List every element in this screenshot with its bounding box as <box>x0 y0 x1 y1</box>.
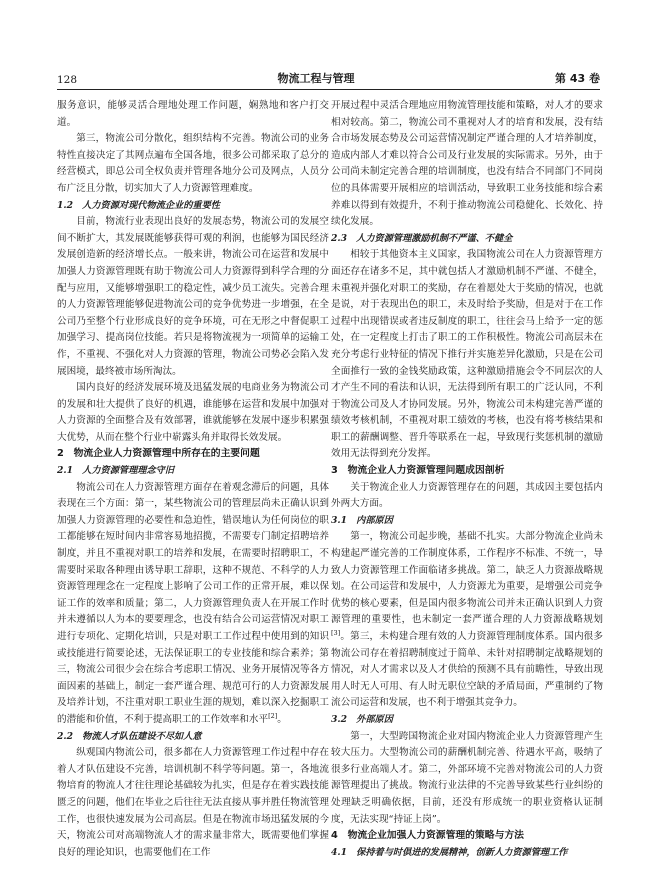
paragraph: 第一，大型跨国物流企业对国内物流企业人力资源管理产生较大压力。大型物流公司的薪酬机制完善、待遇水平高，吸纳了很多行业高端人才。第二，外部环境不完善对物流公司的人力资源管理提出了挑战。物流行业法律的不完善导致某些行业纠纷的处理缺乏明确依据，目前，还没有形成统一的职业资格认证制度，无法实现“持证上岗”。 <box>331 730 603 825</box>
subsection-heading-3-1: 3.1 内部原因 <box>331 514 393 526</box>
paragraph: 目前，物流行业表现出良好的发展态势，物流公司的发展空间不断扩大，其发展既能够获得可观的利润，也能够为国民经济发展创造新的经济增长点。一般来讲，物流公司在运营和发展中加强人力资源管理既有助于物流公司人力资源得到科学合理的分配与应用，又能够增强职工的稳定性，减少员工流失。完善合理的人力资源管理能够促进物流公司的竞争优势进一步增强，在全公司乃至整个行业形成良好的竞争环境，可在无形之中督促职工加强学习、提高岗位技能。若只是将物流视为一项简单的运输工作，不重视、不强化对人力资源的管理，物流公司势必会陷入发展困境，最终被市场所淘汰。 <box>57 216 329 377</box>
paragraph-text: 。第三，未构建合理有效的人力资源管理制度体系。国内很多物流公司存在着招聘制度过于简单、未针对招聘制定战略规划的情况，对人才需求以及人才供给的预测不具有前瞻性，导致出现用人时无人可用、有人时无职位空缺的矛盾局面，严重制约了物流公司运营和发展，也不利于增强其竞争力。 <box>331 631 603 709</box>
volume-label: 第 43 卷 <box>555 72 600 85</box>
paragraph: 开展过程中灵活合理地应用物流管理技能和策略，对人才的要求相对较高。第二，物流公司不重视对人才的培育和发展，没有结合市场发展态势及公司运营情况制定严谨合理的人才培养制度，造成内部人才难以符合公司及行业发展的实际需求。另外，由于公司尚未制定完善合理的培训制度，也没有结合不同部门不同岗位的具体需要开展相应的培训活动，导致职工业务技能和综合素养难以得到有效提升，不利于推动物流公司稳健化、长效化、持续化发展。 <box>331 100 603 228</box>
paragraph: 关于物流企业人力资源管理存在的问题，其成因主要包括内外两大方面。 <box>331 481 603 510</box>
subsection-heading-1-2: 1.2 人力资源对现代物流企业的重要性 <box>57 199 220 211</box>
header-rule <box>57 89 600 90</box>
section-heading-3: 3 物流企业人力资源管理问题成因剖析 <box>331 465 505 477</box>
page-header <box>57 68 600 89</box>
section-heading-2: 2 物流企业人力资源管理中所存在的主要问题 <box>57 448 260 460</box>
subsection-heading-4-1: 4.1 保持着与时俱进的发展精神，创新人力资源管理工作 <box>331 846 568 858</box>
subsection-heading-3-2: 3.2 外部原因 <box>331 713 393 725</box>
subsection-heading-2-2: 2.2 物流人才队伍建设不尽如人意 <box>57 730 202 742</box>
subsection-heading-2-1: 2.1 人力资源管理理念守旧 <box>57 465 175 477</box>
paragraph: 第三，物流公司分散化，组织结构不完善。物流公司的业务特性直接决定了其网点遍布全国各地，很多公司都采取了总分的经营模式，即总公司全权负责并管理各地分公司及网点，人员分布广泛且分散，切实加大了人力资源管理难度。 <box>57 133 329 194</box>
subsection-heading-2-3: 2.3 人力资源管理激励机制不严谨、不健全 <box>331 232 513 244</box>
right-column <box>331 98 603 888</box>
left-column <box>57 98 329 888</box>
paragraph: 相较于其他资本主义国家，我国物流公司在人力资源管理方面还存在诸多不足，其中就包括人才激励机制不严谨、不健全，未重视并强化对职工的奖励，存在着愿处大于奖励的情况，也就是说，对于表现出色的职工，未及时给予奖励，但是对于在工作过程中出现错误或者违反制度的职工，往往会马上给予一定的惩处，在一定程度上打击了职工的工作积极性。物流公司高层未在充分考虑行业特征的情况下推行并实施差异化激励，只是在公司全面推行一致的金钱奖励政策，这种激励措施会令不同层次的人才产生不同的看法和认识，无法得到所有职工的广泛认同，不利于物流公司及人才协同发展。另外，物流公司未构建完善严谨的绩效考核机制，不重视对职工绩效的考核，也没有将考核结果和职工的薪酬调整、晋升等联系在一起，导致现行奖惩机制的激励效用无法得到充分发挥。 <box>331 249 603 460</box>
citation: [3] <box>331 628 341 637</box>
paragraph: 服务意识，能够灵活合理地处理工作问题，娴熟地和客户打交道。 <box>57 100 329 128</box>
paragraph-text: 。 <box>277 713 287 725</box>
journal-title: 物流工程与管理 <box>277 72 355 85</box>
citation: [2] <box>268 711 278 720</box>
paragraph-text: 第一，物流公司起步晚，基础不扎实。大部分物流企业尚未构建起严谨完善的工作制度体系，工作程序不标准、不统一，导致人力资源管理工作面临诸多挑战。第二，缺乏人力资源战略规划。在公司运营和发展中，人力资源尤为重要，是增强公司竞争优势的核心要素，但是国内很多物流公司并未正确认识到人力资源管理的重要性，也未制定一套严谨合理的人力资源战略规划 <box>331 531 603 626</box>
paragraph: 纵观国内物流公司，很多都在人力资源管理工作过程中存在着人才队伍建设不完善，培训机制不科学等问题。第一，各地流物培育的物流人才往往理论基础较为扎实，但是存在着实践技能匮乏的问题，他们在毕业之后往往无法直接从事并胜任物流管理工作，也很快速发展为公司高层。但是在物流市场迅猛发展的今天，物流公司对高端物流人才的需求量非常大，既需要他们掌握良好的理论知识，也需要他们在工作 <box>57 747 329 858</box>
paragraph <box>57 480 329 729</box>
paragraph-text: 物流公司在人力资源管理方面存在着观念滞后的问题，具体表现在三个方面：第一，某些物流公司的管理层尚未正确认识到加强人力资源管理的必要性和急迫性，错误地认为任何岗位的职工都能够在短时间内非常容易地招揽，不需要专门制定招聘培养制度，并且不重视对职工的培养和发展，在需要时招聘职工，不需要时采取各种理由诱导职工辞职，这种不规范、不科学的人力资源管理理念在一定程度上影响了公司工作的正常开展，难以保证工作的效率和质量；第二，人力资源管理负责人在开展工作时并未遵循以人为本的要要理念，也没有结合公司运营情况对职工进行专项化、定期化培训，只是对职工工作过程中使用到的知识或技能进行简要论述，无法保证职工的专业技能和综合素养；第三，物流公司很少会在综合考虑职工情况、业务开展情况等各方面因素的基础上，制定一套严谨合理、规范可行的人力资源发展及培养计划，不注重对职工职业生涯的规划，难以深入挖掘职工的潜能和价值，不利于提高职工的工作效率和水平 <box>57 481 329 725</box>
page-number: 128 <box>57 74 78 86</box>
paragraph <box>331 529 603 712</box>
paragraph: 国内良好的经济发展环境及迅猛发展的电商业务为物流公司的发展和壮大提供了良好的机遇，谁能够在运营和发展中加强对人力资源的全面整合及有效部署，谁就能够在发展中逐步积累强大优势，从而在整个行业中崭露头角并取得长效发展。 <box>57 382 329 443</box>
section-heading-4: 4 物流企业加强人力资源管理的策略与方法 <box>331 830 524 842</box>
